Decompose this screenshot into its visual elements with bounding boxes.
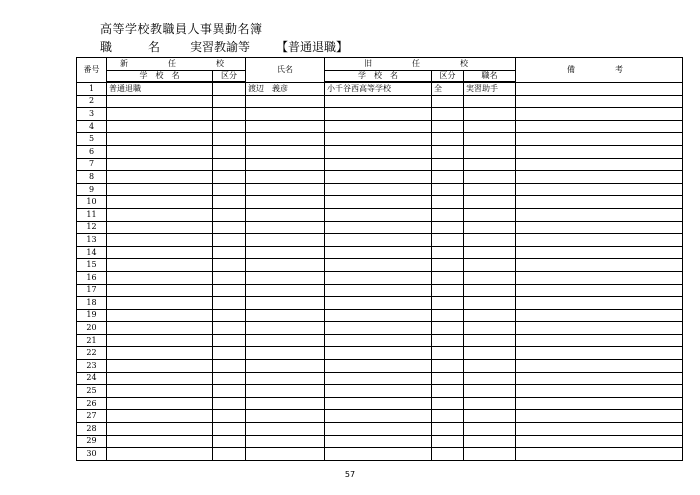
old-school-name-cell bbox=[325, 448, 432, 461]
new-division-cell bbox=[213, 297, 246, 310]
row-number-cell: 9 bbox=[77, 183, 107, 196]
job-title-cell bbox=[464, 360, 516, 373]
job-title-cell bbox=[464, 259, 516, 272]
table-row bbox=[77, 246, 683, 259]
person-name-cell bbox=[246, 259, 325, 272]
person-name-cell bbox=[246, 334, 325, 347]
job-title-cell bbox=[464, 221, 516, 234]
remarks-cell bbox=[516, 158, 683, 171]
remarks-cell bbox=[516, 271, 683, 284]
new-division-cell bbox=[213, 385, 246, 398]
job-title-cell bbox=[464, 322, 516, 335]
row-number-cell: 30 bbox=[77, 448, 107, 461]
old-division-cell bbox=[432, 410, 464, 423]
old-division-cell bbox=[432, 259, 464, 272]
old-school-name-cell bbox=[325, 196, 432, 209]
person-name-cell bbox=[246, 108, 325, 121]
remarks-cell bbox=[516, 171, 683, 184]
table-row bbox=[77, 133, 683, 146]
old-school-name-cell bbox=[325, 334, 432, 347]
job-title-cell bbox=[464, 158, 516, 171]
job-title-cell bbox=[464, 271, 516, 284]
job-title-cell bbox=[464, 171, 516, 184]
row-number-cell: 29 bbox=[77, 435, 107, 448]
remarks-cell bbox=[516, 385, 683, 398]
table-row bbox=[77, 183, 683, 196]
row-number-cell: 28 bbox=[77, 423, 107, 436]
remarks-cell bbox=[516, 95, 683, 108]
person-name-cell bbox=[246, 297, 325, 310]
new-school-name-cell bbox=[107, 410, 213, 423]
remarks-cell bbox=[516, 448, 683, 461]
table-row bbox=[77, 196, 683, 209]
old-school-name-cell bbox=[325, 435, 432, 448]
person-name-cell bbox=[246, 284, 325, 297]
new-school-name-cell bbox=[107, 322, 213, 335]
row-number-cell: 14 bbox=[77, 246, 107, 259]
header-new-school-name: 学 校 名 bbox=[107, 71, 213, 83]
remarks-cell bbox=[516, 108, 683, 121]
new-school-name-cell bbox=[107, 347, 213, 360]
remarks-cell bbox=[516, 372, 683, 385]
old-division-cell bbox=[432, 246, 464, 259]
table-row bbox=[77, 309, 683, 322]
old-division-cell bbox=[432, 347, 464, 360]
old-division-cell bbox=[432, 397, 464, 410]
old-school-name-cell bbox=[325, 221, 432, 234]
old-division-cell bbox=[432, 171, 464, 184]
row-number-cell: 15 bbox=[77, 259, 107, 272]
header-old-school: 旧 任 校 bbox=[325, 58, 516, 71]
new-school-name-cell bbox=[107, 385, 213, 398]
job-title-cell bbox=[464, 284, 516, 297]
new-division-cell bbox=[213, 309, 246, 322]
remarks-cell bbox=[516, 297, 683, 310]
job-title-cell bbox=[464, 95, 516, 108]
new-division-cell bbox=[213, 82, 246, 95]
old-school-name-cell bbox=[325, 120, 432, 133]
new-division-cell bbox=[213, 120, 246, 133]
row-number-cell: 16 bbox=[77, 271, 107, 284]
old-division-cell bbox=[432, 158, 464, 171]
person-name-cell bbox=[246, 322, 325, 335]
table-row bbox=[77, 410, 683, 423]
new-division-cell bbox=[213, 347, 246, 360]
job-title-cell bbox=[464, 372, 516, 385]
person-name-cell bbox=[246, 397, 325, 410]
new-division-cell bbox=[213, 410, 246, 423]
old-school-name-cell bbox=[325, 208, 432, 221]
position-label: 職 名 bbox=[100, 40, 173, 54]
new-school-name-cell bbox=[107, 259, 213, 272]
table-row bbox=[77, 284, 683, 297]
old-school-name-cell bbox=[325, 347, 432, 360]
new-school-name-cell bbox=[107, 221, 213, 234]
new-division-cell bbox=[213, 108, 246, 121]
category-label: 【普通退職】 bbox=[276, 40, 349, 54]
new-division-cell bbox=[213, 448, 246, 461]
header-row-top bbox=[77, 58, 683, 71]
new-division-cell bbox=[213, 145, 246, 158]
new-school-name-cell bbox=[107, 297, 213, 310]
header-old-division: 区分 bbox=[432, 71, 464, 83]
header-name: 氏名 bbox=[246, 58, 325, 83]
job-title-cell bbox=[464, 208, 516, 221]
old-division-cell: 全 bbox=[432, 82, 464, 95]
remarks-cell bbox=[516, 347, 683, 360]
new-school-name-cell bbox=[107, 234, 213, 247]
old-school-name-cell bbox=[325, 158, 432, 171]
page-number: 57 bbox=[344, 470, 356, 479]
old-division-cell bbox=[432, 322, 464, 335]
old-school-name-cell bbox=[325, 360, 432, 373]
remarks-cell bbox=[516, 145, 683, 158]
row-number-cell: 10 bbox=[77, 196, 107, 209]
remarks-cell bbox=[516, 309, 683, 322]
new-division-cell bbox=[213, 259, 246, 272]
new-division-cell bbox=[213, 271, 246, 284]
table-row bbox=[77, 271, 683, 284]
job-title-cell: 実習助手 bbox=[464, 82, 516, 95]
person-name-cell bbox=[246, 385, 325, 398]
new-school-name-cell bbox=[107, 284, 213, 297]
row-number-cell: 23 bbox=[77, 360, 107, 373]
row-number-cell: 19 bbox=[77, 309, 107, 322]
person-name-cell bbox=[246, 183, 325, 196]
document-title: 高等学校教職員人事異動名簿 bbox=[100, 22, 263, 36]
person-name-cell bbox=[246, 196, 325, 209]
person-name-cell: 渡辺 義彦 bbox=[246, 82, 325, 95]
row-number-cell: 4 bbox=[77, 120, 107, 133]
old-school-name-cell bbox=[325, 297, 432, 310]
new-school-name-cell bbox=[107, 108, 213, 121]
new-school-name-cell bbox=[107, 171, 213, 184]
row-number-cell: 27 bbox=[77, 410, 107, 423]
new-school-name-cell bbox=[107, 435, 213, 448]
new-division-cell bbox=[213, 95, 246, 108]
table-row bbox=[77, 334, 683, 347]
person-name-cell bbox=[246, 360, 325, 373]
old-school-name-cell bbox=[325, 410, 432, 423]
old-division-cell bbox=[432, 435, 464, 448]
table-row bbox=[77, 435, 683, 448]
table-row bbox=[77, 448, 683, 461]
table-row bbox=[77, 397, 683, 410]
job-title-cell bbox=[464, 423, 516, 436]
new-division-cell bbox=[213, 158, 246, 171]
table-row bbox=[77, 297, 683, 310]
old-division-cell bbox=[432, 183, 464, 196]
person-name-cell bbox=[246, 246, 325, 259]
remarks-cell bbox=[516, 133, 683, 146]
row-number-cell: 24 bbox=[77, 372, 107, 385]
remarks-cell bbox=[516, 120, 683, 133]
person-name-cell bbox=[246, 208, 325, 221]
header-old-school-name: 学 校 名 bbox=[325, 71, 432, 83]
new-school-name-cell bbox=[107, 271, 213, 284]
new-division-cell bbox=[213, 322, 246, 335]
remarks-cell bbox=[516, 435, 683, 448]
person-name-cell bbox=[246, 95, 325, 108]
old-division-cell bbox=[432, 145, 464, 158]
row-number-cell: 22 bbox=[77, 347, 107, 360]
new-division-cell bbox=[213, 133, 246, 146]
old-division-cell bbox=[432, 208, 464, 221]
table-row bbox=[77, 322, 683, 335]
person-name-cell bbox=[246, 347, 325, 360]
job-title-cell bbox=[464, 196, 516, 209]
old-division-cell bbox=[432, 334, 464, 347]
row-number-cell: 20 bbox=[77, 322, 107, 335]
row-number-cell: 18 bbox=[77, 297, 107, 310]
job-title-cell bbox=[464, 145, 516, 158]
new-division-cell bbox=[213, 208, 246, 221]
remarks-cell bbox=[516, 246, 683, 259]
row-number-cell: 6 bbox=[77, 145, 107, 158]
job-title-cell bbox=[464, 347, 516, 360]
old-school-name-cell bbox=[325, 234, 432, 247]
old-division-cell bbox=[432, 95, 464, 108]
remarks-cell bbox=[516, 208, 683, 221]
new-school-name-cell bbox=[107, 360, 213, 373]
job-title-cell bbox=[464, 108, 516, 121]
row-number-cell: 1 bbox=[77, 82, 107, 95]
row-number-cell: 12 bbox=[77, 221, 107, 234]
old-school-name-cell bbox=[325, 108, 432, 121]
table-row bbox=[77, 234, 683, 247]
remarks-cell bbox=[516, 196, 683, 209]
job-title-cell bbox=[464, 133, 516, 146]
job-title-cell bbox=[464, 309, 516, 322]
old-division-cell bbox=[432, 372, 464, 385]
person-name-cell bbox=[246, 448, 325, 461]
old-division-cell bbox=[432, 360, 464, 373]
old-school-name-cell bbox=[325, 183, 432, 196]
remarks-cell bbox=[516, 334, 683, 347]
remarks-cell bbox=[516, 397, 683, 410]
old-school-name-cell bbox=[325, 95, 432, 108]
person-name-cell bbox=[246, 234, 325, 247]
new-school-name-cell bbox=[107, 309, 213, 322]
row-number-cell: 26 bbox=[77, 397, 107, 410]
remarks-cell bbox=[516, 410, 683, 423]
header-number: 番号 bbox=[77, 58, 107, 83]
remarks-cell bbox=[516, 221, 683, 234]
person-name-cell bbox=[246, 309, 325, 322]
new-school-name-cell bbox=[107, 448, 213, 461]
old-school-name-cell bbox=[325, 322, 432, 335]
table-row bbox=[77, 208, 683, 221]
job-title-cell bbox=[464, 448, 516, 461]
person-name-cell bbox=[246, 423, 325, 436]
row-number-cell: 5 bbox=[77, 133, 107, 146]
old-school-name-cell bbox=[325, 271, 432, 284]
job-title-cell bbox=[464, 234, 516, 247]
document-subtitle bbox=[100, 38, 348, 55]
person-name-cell bbox=[246, 372, 325, 385]
header-new-school: 新 任 校 bbox=[107, 58, 246, 71]
new-school-name-cell bbox=[107, 95, 213, 108]
person-name-cell bbox=[246, 410, 325, 423]
new-division-cell bbox=[213, 246, 246, 259]
job-title-cell bbox=[464, 246, 516, 259]
new-division-cell bbox=[213, 171, 246, 184]
table-row bbox=[77, 158, 683, 171]
old-division-cell bbox=[432, 120, 464, 133]
remarks-cell bbox=[516, 234, 683, 247]
new-school-name-cell bbox=[107, 246, 213, 259]
position-value: 実習教諭等 bbox=[190, 40, 251, 54]
row-number-cell: 8 bbox=[77, 171, 107, 184]
table-row bbox=[77, 423, 683, 436]
row-number-cell: 3 bbox=[77, 108, 107, 121]
header-remarks: 備 考 bbox=[516, 58, 683, 83]
table-row bbox=[77, 385, 683, 398]
person-name-cell bbox=[246, 145, 325, 158]
new-school-name-cell: 普通退職 bbox=[107, 82, 213, 95]
new-division-cell bbox=[213, 423, 246, 436]
remarks-cell bbox=[516, 322, 683, 335]
row-number-cell: 7 bbox=[77, 158, 107, 171]
old-division-cell bbox=[432, 385, 464, 398]
new-division-cell bbox=[213, 372, 246, 385]
person-name-cell bbox=[246, 271, 325, 284]
table-row bbox=[77, 95, 683, 108]
old-division-cell bbox=[432, 234, 464, 247]
personnel-table bbox=[76, 57, 683, 461]
row-number-cell: 25 bbox=[77, 385, 107, 398]
job-title-cell bbox=[464, 435, 516, 448]
old-school-name-cell bbox=[325, 145, 432, 158]
new-school-name-cell bbox=[107, 133, 213, 146]
old-division-cell bbox=[432, 423, 464, 436]
new-division-cell bbox=[213, 221, 246, 234]
old-school-name-cell bbox=[325, 397, 432, 410]
table-row bbox=[77, 82, 683, 95]
remarks-cell bbox=[516, 183, 683, 196]
new-division-cell bbox=[213, 334, 246, 347]
new-school-name-cell bbox=[107, 145, 213, 158]
header-job-title: 職名 bbox=[464, 71, 516, 83]
new-school-name-cell bbox=[107, 372, 213, 385]
new-school-name-cell bbox=[107, 208, 213, 221]
remarks-cell bbox=[516, 82, 683, 95]
person-name-cell bbox=[246, 435, 325, 448]
table-row bbox=[77, 108, 683, 121]
new-school-name-cell bbox=[107, 196, 213, 209]
job-title-cell bbox=[464, 297, 516, 310]
new-division-cell bbox=[213, 183, 246, 196]
old-school-name-cell bbox=[325, 246, 432, 259]
row-number-cell: 2 bbox=[77, 95, 107, 108]
new-school-name-cell bbox=[107, 397, 213, 410]
header-new-division: 区分 bbox=[213, 71, 246, 83]
person-name-cell bbox=[246, 133, 325, 146]
row-number-cell: 21 bbox=[77, 334, 107, 347]
person-name-cell bbox=[246, 120, 325, 133]
table-row bbox=[77, 145, 683, 158]
remarks-cell bbox=[516, 284, 683, 297]
new-school-name-cell bbox=[107, 183, 213, 196]
job-title-cell bbox=[464, 410, 516, 423]
old-division-cell bbox=[432, 309, 464, 322]
old-division-cell bbox=[432, 448, 464, 461]
old-division-cell bbox=[432, 196, 464, 209]
old-school-name-cell bbox=[325, 309, 432, 322]
person-name-cell bbox=[246, 158, 325, 171]
old-school-name-cell bbox=[325, 171, 432, 184]
table-row bbox=[77, 221, 683, 234]
table-row bbox=[77, 347, 683, 360]
old-division-cell bbox=[432, 108, 464, 121]
old-school-name-cell bbox=[325, 259, 432, 272]
table-row bbox=[77, 171, 683, 184]
remarks-cell bbox=[516, 360, 683, 373]
job-title-cell bbox=[464, 385, 516, 398]
remarks-cell bbox=[516, 259, 683, 272]
old-division-cell bbox=[432, 297, 464, 310]
person-name-cell bbox=[246, 171, 325, 184]
new-division-cell bbox=[213, 284, 246, 297]
old-division-cell bbox=[432, 221, 464, 234]
new-division-cell bbox=[213, 360, 246, 373]
job-title-cell bbox=[464, 334, 516, 347]
row-number-cell: 13 bbox=[77, 234, 107, 247]
new-division-cell bbox=[213, 234, 246, 247]
new-division-cell bbox=[213, 196, 246, 209]
job-title-cell bbox=[464, 183, 516, 196]
new-school-name-cell bbox=[107, 120, 213, 133]
new-school-name-cell bbox=[107, 158, 213, 171]
old-division-cell bbox=[432, 271, 464, 284]
person-name-cell bbox=[246, 221, 325, 234]
table-row bbox=[77, 360, 683, 373]
old-school-name-cell: 小千谷西高等学校 bbox=[325, 82, 432, 95]
old-division-cell bbox=[432, 284, 464, 297]
table-row bbox=[77, 372, 683, 385]
row-number-cell: 17 bbox=[77, 284, 107, 297]
old-school-name-cell bbox=[325, 133, 432, 146]
old-school-name-cell bbox=[325, 385, 432, 398]
new-division-cell bbox=[213, 435, 246, 448]
old-school-name-cell bbox=[325, 284, 432, 297]
table-row bbox=[77, 120, 683, 133]
new-school-name-cell bbox=[107, 334, 213, 347]
remarks-cell bbox=[516, 423, 683, 436]
old-division-cell bbox=[432, 133, 464, 146]
new-division-cell bbox=[213, 397, 246, 410]
old-school-name-cell bbox=[325, 423, 432, 436]
new-school-name-cell bbox=[107, 423, 213, 436]
row-number-cell: 11 bbox=[77, 208, 107, 221]
table-row bbox=[77, 259, 683, 272]
old-school-name-cell bbox=[325, 372, 432, 385]
job-title-cell bbox=[464, 120, 516, 133]
job-title-cell bbox=[464, 397, 516, 410]
